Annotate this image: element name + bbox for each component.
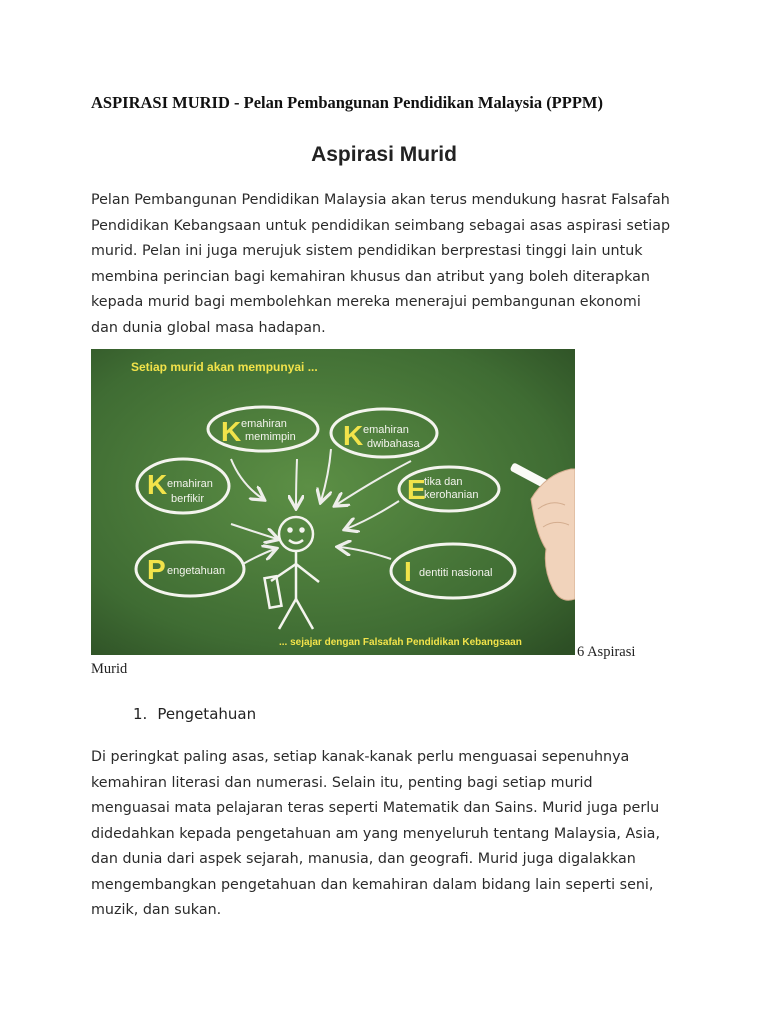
- svg-text:K: K: [147, 469, 168, 500]
- svg-text:memimpin: memimpin: [245, 431, 296, 443]
- paragraph-line: menguasai mata pelajaran teras seperti Matematik dan Sains. Murid juga perlu: [91, 800, 660, 816]
- svg-text:emahiran: emahiran: [363, 424, 409, 436]
- paragraph-line: dan dunia global masa hadapan.: [91, 319, 326, 336]
- pengetahuan-paragraph: [91, 745, 691, 924]
- svg-text:E: E: [407, 474, 426, 505]
- svg-text:engetahuan: engetahuan: [167, 565, 226, 577]
- list-item-label: Pengetahuan: [157, 705, 257, 723]
- svg-text:dwibahasa: dwibahasa: [367, 438, 420, 450]
- paragraph-line: kepada murid bagi membolehkan mereka menerajui pembangunan ekonomi: [91, 294, 641, 310]
- section-heading: Aspirasi Murid: [311, 143, 457, 166]
- svg-text:berfikir: berfikir: [171, 493, 205, 505]
- paragraph-line: Pelan Pembangunan Pendidikan Malaysia akan terus mendukung hasrat Falsafah: [91, 192, 670, 208]
- svg-text:kerohanian: kerohanian: [424, 489, 479, 501]
- figure-bottom-text: ... sejajar dengan Falsafah Pendidikan Kebangsaan: [279, 637, 522, 648]
- svg-text:P: P: [147, 554, 166, 585]
- figure-caption-part2: Murid: [91, 661, 128, 677]
- paragraph-line: mengembangkan pengetahuan dan kemahiran dalam bidang lain seperti seni,: [91, 876, 654, 893]
- svg-text:I: I: [404, 556, 412, 587]
- intro-paragraph: [91, 188, 691, 341]
- svg-text:K: K: [343, 420, 364, 451]
- aspirasi-murid-chalkboard-image: [91, 349, 575, 655]
- paragraph-line: didedahkan kepada pengetahuan am yang menyeluruh tentang Malaysia, Asia,: [91, 825, 660, 842]
- paragraph-line: dan dunia dari aspek sejarah, manusia, dan geografi. Murid juga digalakkan: [91, 851, 636, 867]
- paragraph-line: Pendidikan Kebangsaan untuk pendidikan seimbang sebagai asas aspirasi setiap: [91, 217, 671, 234]
- list-item-pengetahuan: [133, 705, 256, 723]
- figure-top-text: Setiap murid akan mempunyai ...: [131, 360, 318, 374]
- svg-text:K: K: [221, 416, 242, 447]
- paragraph-line: murid. Pelan ini juga merujuk sistem pendidikan berprestasi tinggi lain untuk: [91, 243, 643, 259]
- svg-text:dentiti nasional: dentiti nasional: [419, 567, 493, 579]
- document-title: ASPIRASI MURID - Pelan Pembangunan Pendidikan Malaysia (PPPM): [91, 93, 603, 112]
- paragraph-line: kemahiran literasi dan numerasi. Selain itu, penting bagi setiap murid: [91, 774, 593, 791]
- paragraph-line: Di peringkat paling asas, setiap kanak-kanak perlu menguasai sepenuhnya: [91, 749, 630, 765]
- paragraph-line: membina perincian bagi kemahiran khusus dan atribut yang boleh diterapkan: [91, 268, 650, 285]
- paragraph-line: muzik, dan sukan.: [91, 902, 222, 918]
- figure-caption-part1: 6 Aspirasi: [577, 644, 636, 660]
- svg-text:emahiran: emahiran: [167, 478, 213, 490]
- list-number: 1.: [133, 705, 148, 723]
- svg-text:emahiran: emahiran: [241, 418, 287, 430]
- svg-text:tika dan: tika dan: [424, 476, 463, 488]
